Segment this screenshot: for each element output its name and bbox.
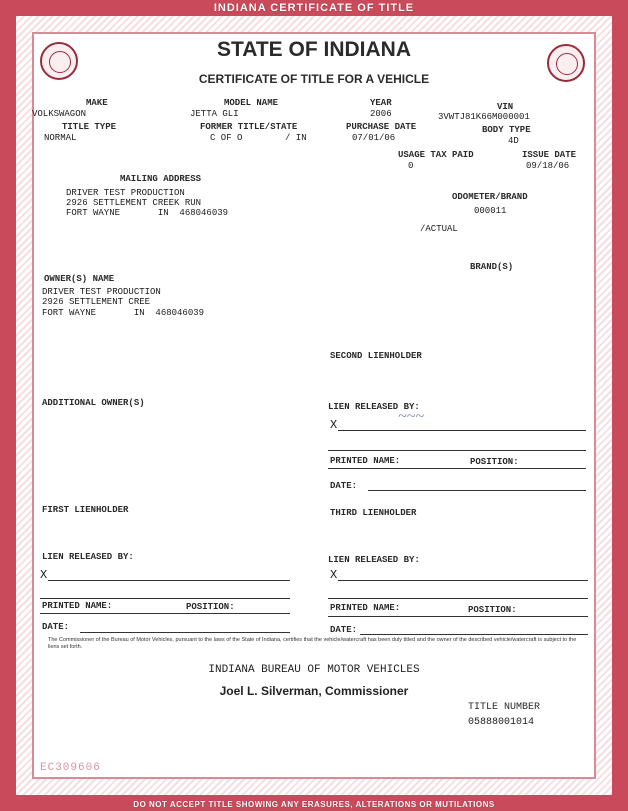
page-subtitle: CERTIFICATE OF TITLE FOR A VEHICLE: [198, 72, 430, 86]
divider-line: [328, 598, 588, 599]
signature-x: X: [330, 568, 338, 582]
lien-released-by-label: LIEN RELEASED BY:: [328, 555, 420, 565]
printed-name-line[interactable]: [328, 468, 586, 469]
former-title-label: FORMER TITLE/STATE: [200, 122, 298, 132]
divider-line: [328, 450, 586, 451]
signature-x: X: [330, 418, 338, 432]
make-value: VOLKSWAGON: [32, 109, 87, 119]
signature-line[interactable]: [338, 580, 588, 581]
model-label: MODEL NAME: [224, 98, 279, 108]
bureau-name: INDIANA BUREAU OF MOTOR VEHICLES: [208, 664, 420, 676]
commissioner-name: Joel L. Silverman, Commissioner: [219, 684, 409, 698]
odometer-status: /ACTUAL: [420, 224, 458, 234]
issue-date-label: ISSUE DATE: [522, 150, 577, 160]
title-type-label: TITLE TYPE: [62, 122, 117, 132]
second-lienholder-label: SECOND LIENHOLDER: [330, 351, 422, 361]
printed-name-label: PRINTED NAME:: [42, 601, 113, 611]
owner-name-label: OWNER(S) NAME: [44, 274, 115, 284]
owner-line-3: FORT WAYNE IN 468046039: [42, 308, 205, 318]
printed-name-line[interactable]: [328, 616, 588, 617]
brands-label: BRAND(S): [470, 262, 514, 272]
top-banner: INDIANA CERTIFICATE OF TITLE: [213, 2, 415, 14]
issue-date-value: 09/18/06: [526, 161, 570, 171]
position-label: POSITION:: [186, 602, 235, 612]
control-number: EC309606: [40, 762, 101, 774]
bottom-banner: DO NOT ACCEPT TITLE SHOWING ANY ERASURES, ALTERATIONS OR MUTILATIONS: [133, 800, 495, 809]
third-lienholder-label: THIRD LIENHOLDER: [330, 508, 417, 518]
former-state-value: / IN: [285, 133, 307, 143]
first-lienholder-label: FIRST LIENHOLDER: [42, 505, 129, 515]
lien-released-by-label: LIEN RELEASED BY:: [328, 402, 420, 412]
usage-tax-value: 0: [408, 161, 414, 171]
position-label: POSITION:: [468, 605, 517, 615]
vin-label: VIN: [497, 102, 514, 112]
mailing-line-3: FORT WAYNE IN 468046039: [66, 208, 229, 218]
date-line[interactable]: [80, 632, 290, 633]
title-type-value: NORMAL: [44, 133, 77, 143]
date-line[interactable]: [368, 490, 586, 491]
date-line[interactable]: [360, 634, 588, 635]
printed-name-line[interactable]: [40, 613, 290, 614]
page-title: STATE OF INDIANA: [216, 38, 412, 61]
divider-line: [40, 598, 290, 599]
lien-released-by-label: LIEN RELEASED BY:: [42, 552, 134, 562]
signature-line[interactable]: [338, 430, 586, 431]
signature-line[interactable]: [48, 580, 290, 581]
certification-fine-print: The Commissioner of the Bureau of Motor Vehicles, pursuant to the laws of the State of Indiana, certifies that the vehicle/watercraft has been duly titled and the owner of the described vehicle/watercraft is subject to the liens set forth.: [48, 637, 577, 650]
usage-tax-label: USAGE TAX PAID: [398, 150, 474, 160]
purchase-date-value: 07/01/06: [352, 133, 396, 143]
date-label: DATE:: [42, 622, 70, 632]
additional-owners-label: ADDITIONAL OWNER(S): [42, 398, 145, 408]
signature-scribble-icon: ~~~: [398, 408, 424, 425]
purchase-date-label: PURCHASE DATE: [346, 122, 417, 132]
body-type-value: 4D: [508, 136, 519, 146]
mailing-line-1: DRIVER TEST PRODUCTION: [66, 188, 185, 198]
odometer-label: ODOMETER/BRAND: [452, 192, 528, 202]
body-type-label: BODY TYPE: [482, 125, 531, 135]
printed-name-label: PRINTED NAME:: [330, 456, 401, 466]
year-label: YEAR: [370, 98, 392, 108]
date-label: DATE:: [330, 625, 358, 635]
make-label: MAKE: [86, 98, 108, 108]
signature-x: X: [40, 568, 48, 582]
year-value: 2006: [370, 109, 392, 119]
position-label: POSITION:: [470, 457, 519, 467]
mailing-line-2: 2926 SETTLEMENT CREEK RUN: [66, 198, 202, 208]
printed-name-label: PRINTED NAME:: [330, 603, 401, 613]
owner-line-1: DRIVER TEST PRODUCTION: [42, 287, 161, 297]
owner-line-2: 2926 SETTLEMENT CREE: [42, 297, 151, 307]
model-value: JETTA GLI: [190, 109, 239, 119]
title-number-value: 05888001014: [468, 717, 535, 728]
date-label: DATE:: [330, 481, 358, 491]
odometer-value: 000011: [474, 206, 507, 216]
former-title-value: C OF O: [210, 133, 243, 143]
title-number-label: TITLE NUMBER: [468, 702, 541, 713]
vin-value: 3VWTJ81K66M000001: [438, 112, 530, 122]
mailing-address-label: MAILING ADDRESS: [120, 174, 202, 184]
